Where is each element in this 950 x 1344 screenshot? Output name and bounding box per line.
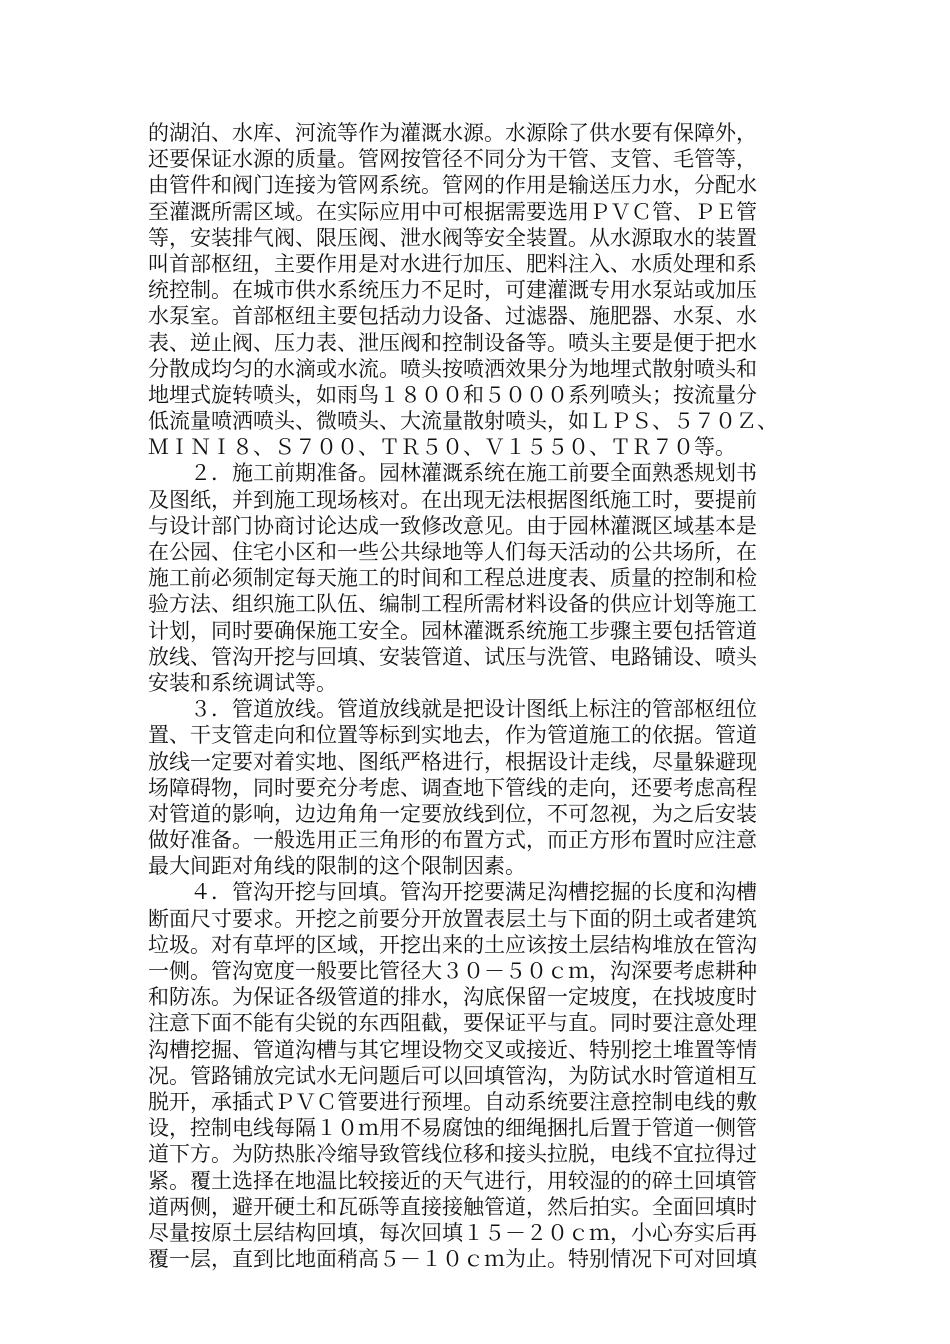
text-line: 低流量喷洒喷头、微喷头、大流量散射喷头，如ＬＰＳ、５７０Ｚ、 xyxy=(148,409,778,434)
text-line: 放线一定要对着实地、图纸严格进行，根据设计走线，尽量躲避现 xyxy=(148,749,757,774)
text-line: 放线、管沟开挖与回填、安装管道、试压与洗管、电路铺设、喷头 xyxy=(148,644,757,669)
text-line: 统控制。在城市供水系统压力不足时，可建灌溉专用水泵站或加压 xyxy=(148,278,757,303)
text-line: 况。管路铺放完试水无问题后可以回填管沟，为防试水时管道相互 xyxy=(148,1063,757,1088)
text-line: ＭＩＮＩ８、Ｓ７００、ＴＲ５０、Ｖ１５５０、ＴＲ７０等。 xyxy=(148,435,736,460)
text-line: 一侧。管沟宽度一般要比管径大３０－５０ｃｍ，沟深要考虑耕种 xyxy=(148,959,757,983)
text-line: 在公园、住宅小区和一些公共绿地等人们每天活动的公共场所，在 xyxy=(148,540,757,564)
text-line: 断面尺寸要求。开挖之前要分开放置表层土与下面的阴土或者建筑 xyxy=(148,906,757,931)
paragraph-start-line: ３．管道放线。管道放线就是把设计图纸上标注的管部枢纽位 xyxy=(190,697,757,722)
text-line: 道两侧，避开硬土和瓦砾等直接接触管道，然后拍实。全面回填时 xyxy=(148,1194,757,1219)
text-line: 设，控制电线每隔１０ｍ用不易腐蚀的细绳捆扎后置于管道一侧管 xyxy=(148,1116,757,1141)
text-line: 道下方。为防热胀冷缩导致管线位移和接头拉脱，电线不宜拉得过 xyxy=(148,1142,757,1167)
text-line: 脱开，承插式ＰＶＣ管要进行预埋。自动系统要注意控制电线的敷 xyxy=(148,1089,757,1114)
text-line: 叫首部枢纽，主要作用是对水进行加压、肥料注入、水质处理和系 xyxy=(148,251,757,276)
text-line: 尽量按原土层结构回填，每次回填１５－２０ｃｍ，小心夯实后再 xyxy=(148,1220,757,1245)
text-line: 紧。覆土选择在地温比较接近的天气进行，用较湿的的碎土回填管 xyxy=(148,1168,757,1193)
text-line: 施工前必须制定每天施工的时间和工程总进度表、质量的控制和检 xyxy=(148,566,757,591)
text-line: 水泵室。首部枢纽主要包括动力设备、过滤器、施肥器、水泵、水 xyxy=(148,304,757,329)
text-line: 的湖泊、水库、河流等作为灌溉水源。水源除了供水要有保障外， xyxy=(148,121,757,145)
text-line: 场障碍物，同时要充分考虑、调查地下管线的走向，还要考虑高程 xyxy=(148,775,757,800)
text-line: 及图纸，并到施工现场核对。在出现无法根据图纸施工时，要提前 xyxy=(148,487,757,512)
text-line: 还要保证水源的质量。管网按管径不同分为干管、支管、毛管等， xyxy=(148,147,757,172)
text-line: 安装和系统调试等。 xyxy=(148,670,337,695)
text-line: 最大间距对角线的限制的这个限制因素。 xyxy=(148,854,526,879)
text-line: 验方法、组织施工队伍、编制工程所需材料设备的供应计划等施工 xyxy=(148,592,757,617)
text-line: 地埋式旋转喷头，如雨鸟１８００和５０００系列喷头；按流量分 xyxy=(148,382,757,407)
text-line: 表、逆止阀、压力表、泄压阀和控制设备等。喷头主要是便于把水 xyxy=(148,330,757,355)
text-line: 注意下面不能有尖锐的东西阻截，要保证平与直。同时要注意处理 xyxy=(148,1011,757,1036)
text-line: 等，安装排气阀、限压阀、泄水阀等安全装置。从水源取水的装置 xyxy=(148,225,757,250)
text-line: 计划，同时要确保施工安全。园林灌溉系统施工步骤主要包括管道 xyxy=(148,618,757,643)
text-line: 覆一层，直到比地面稍高５－１０ｃｍ为止。特别情况下可对回填 xyxy=(148,1247,757,1272)
text-line: 沟槽挖掘、管道沟槽与其它埋设物交叉或接近、特别挖土堆置等情 xyxy=(148,1037,757,1062)
paragraph-start-line: ４．管沟开挖与回填。管沟开挖要满足沟槽挖掘的长度和沟槽 xyxy=(190,880,757,905)
paragraph-start-line: ２．施工前期准备。园林灌溉系统在施工前要全面熟悉规划书 xyxy=(190,461,757,486)
text-line: 分散成均匀的水滴或水流。喷头按喷洒效果分为地埋式散射喷头和 xyxy=(148,356,757,381)
text-line: 至灌溉所需区域。在实际应用中可根据需要选用ＰＶＣ管、ＰＥ管 xyxy=(148,199,757,224)
text-line: 垃圾。对有草坪的区域，开挖出来的土应该按土层结构堆放在管沟 xyxy=(148,932,757,957)
text-line: 置、干支管走向和位置等标到实地去，作为管道施工的依据。管道 xyxy=(148,723,757,748)
text-line: 做好准备。一般选用正三角形的布置方式，而正方形布置时应注意 xyxy=(148,828,757,853)
text-line: 与设计部门协商讨论达成一致修改意见。由于园林灌溉区域基本是 xyxy=(148,513,757,538)
body-text xyxy=(148,120,808,1272)
text-line: 和防冻。为保证各级管道的排水，沟底保留一定坡度，在找坡度时 xyxy=(148,985,757,1010)
text-line: 由管件和阀门连接为管网系统。管网的作用是输送压力水，分配水 xyxy=(148,173,757,198)
text-line: 对管道的影响，边边角角一定要放线到位，不可忽视，为之后安装 xyxy=(148,801,757,826)
